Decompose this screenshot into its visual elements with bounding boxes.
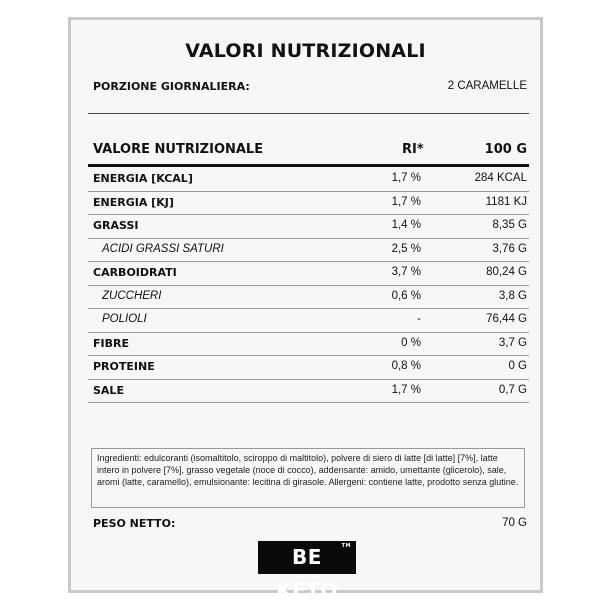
table-header [93, 142, 527, 162]
header-nutrient: VALORE NUTRIZIONALE [93, 142, 264, 157]
nutrient-value: 3,8 G [498, 289, 527, 302]
header-ri: RI* [402, 142, 424, 157]
nutrient-name: POLIOLI [102, 313, 147, 325]
nutrient-name: PROTEINE [93, 360, 155, 373]
trademark-mark: TM [341, 543, 351, 549]
ingredients-box: Ingredienti: edulcoranti (isomaltitolo, sciroppo di maltitolo), polvere di siero di latte [di latte] [7%], latte intero in polvere [7%], grasso vegetale (noce di cocco), addensante: amido, umettante (glicerolo), sale, aromi (latte, caramello), emulsionante: lecitina di girasole. Allergeni: contiene latte, prodotto senza glutine. [91, 448, 525, 508]
nutrient-value: 0 G [508, 360, 527, 372]
table-row [88, 215, 529, 239]
table-row [88, 168, 529, 192]
table-row [88, 333, 529, 357]
nutrient-value: 3,7 G [498, 336, 527, 349]
table-row [88, 239, 529, 263]
brand-logo [258, 541, 356, 602]
nutrient-name: ACIDI GRASSI SATURI [102, 242, 224, 255]
nutrient-ri: 1,7 % [391, 195, 421, 208]
nutrient-ri: 1,7 % [391, 172, 421, 184]
nutrient-name: FIBRE [93, 336, 129, 350]
daily-portion [93, 80, 527, 102]
label-title: VALORI NUTRIZIONALI [185, 40, 426, 62]
header-divider [88, 164, 529, 167]
table-row [88, 192, 529, 216]
nutrient-ri: 0 % [401, 336, 421, 349]
nutrition-label-card [68, 17, 543, 602]
portion-value: 2 CARAMELLE [447, 80, 527, 92]
table-row [88, 286, 529, 310]
nutrient-name: SALE [93, 383, 124, 397]
table-row [88, 380, 529, 404]
nutrient-name: ZUCCHERI [102, 289, 162, 302]
nutrient-ri: 0,8 % [391, 360, 421, 372]
nutrient-name: GRASSI [93, 219, 139, 232]
nutrient-ri: 0,6 % [391, 289, 421, 302]
nutrient-name: ENERGIA [KCAL] [93, 172, 193, 185]
net-weight-label: PESO NETTO: [93, 517, 176, 530]
nutrient-value: 3,76 G [492, 242, 527, 255]
table-row [88, 262, 529, 286]
nutrient-ri: 1,4 % [391, 219, 421, 231]
nutrient-value: 0,7 G [498, 383, 527, 396]
divider [88, 113, 529, 114]
nutrient-value: 1181 KJ [485, 195, 527, 208]
portion-label: PORZIONE GIORNALIERA: [93, 80, 250, 93]
nutrient-value: 8,35 G [492, 219, 527, 231]
nutrient-value: 80,24 G [486, 266, 527, 278]
nutrition-table [88, 168, 529, 403]
nutrient-ri: 1,7 % [391, 383, 421, 396]
net-weight-value: 70 G [502, 517, 527, 529]
nutrient-value: 76,44 G [486, 313, 527, 325]
nutrient-ri: - [417, 313, 421, 325]
nutrient-value: 284 KCAL [474, 172, 527, 184]
table-row [88, 309, 529, 333]
nutrient-name: CARBOIDRATI [93, 266, 177, 279]
nutrient-ri: 2,5 % [391, 242, 421, 255]
header-per-100g: 100 G [484, 142, 527, 157]
table-row [88, 356, 529, 380]
nutrient-name: ENERGIA [KJ] [93, 195, 174, 209]
nutrient-ri: 3,7 % [391, 266, 421, 278]
brand-logo-text: BE KETO [276, 545, 338, 602]
